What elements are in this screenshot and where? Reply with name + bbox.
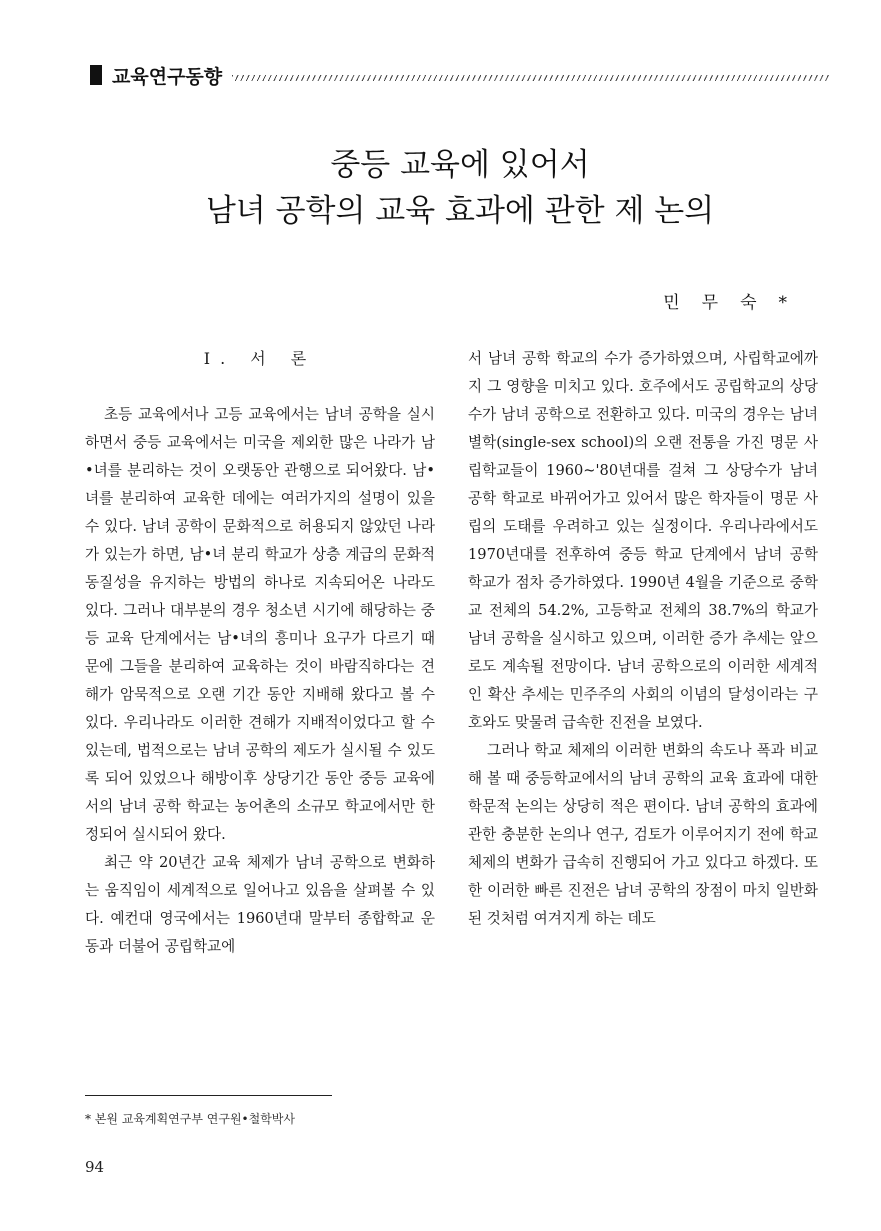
section-heading: I. 서 론	[203, 349, 317, 368]
author-name: 민무숙*	[663, 293, 809, 313]
header-label: 교육연구동향	[112, 65, 223, 88]
paragraph-1: 초등 교육에서나 고등 교육에서는 남녀 공학을 실시하면서 중등 교육에서는 미국을 제외한 많은 나라가 남•녀를 분리하는 것이 오랫동안 관행으로 되어왔다. 남•녀를 분리하여 교육한 데에는 여러가지의 설명이 있을 수 있다. 남녀 공학이 문화적으로 허용되지 않았던 나라가 있는가 하면, 남•녀 분리 학교가 상층 계급의 문화적 동질성을 유지하는 방법의 하나로 지속되어온 나라도 있다. 그러나 대부분의 경우 청소년 시기에 해당하는 중등 교육 단계에서는 남•녀의 흥미나 요구가 다르기 때문에 그들을 분리하여 교육하는 것이 바람직하다는 견해가 암묵적으로 오랜 기간 동안 지배해 왔다고 볼 수 있다. 우리나라도 이러한 견해가 지배적이었다고 할 수 있는데, 법적으로는 남녀 공학의 제도가 실시될 수 있도록 되어 있었으나 해방이후 상당기간 동안 중등 교육에서의 남녀 공학 학교는 농어촌의 소규모 학교에서만 한정되어 실시되어 왔다.	[85, 406, 435, 843]
paragraph-2: 최근 약 20년간 교육 체제가 남녀 공학으로 변화하는 움직임이 세계적으로 일어나고 있음을 살펴볼 수 있다. 예컨대 영국에서는 1960년대 말부터 종합학교 운동과 더불어 공립학교에	[85, 854, 435, 955]
footnote: * 본원 교육계획연구부 연구원•철학박사	[85, 1112, 295, 1126]
paragraph-2-continued: 서 남녀 공학 학교의 수가 증가하였으며, 사립학교에까지 그 영향을 미치고 있다. 호주에서도 공립학교의 상당수가 남녀 공학으로 전환하고 있다. 미국의 경우는 남녀 별학(single-sex school)의 오랜 전통을 가진 명문 사립학교들이 1960~'80년대를 걸쳐 그 상당수가 남녀 공학 학교로 바뀌어가고 있어서 많은 학자들이 명문 사립의 도태를 우려하고 있는 실정이다. 우리나라에서도 1970년대를 전후하여 중등 학교 단계에서 남녀 공학 학교가 점차 증가하였다. 1990년 4월을 기준으로 중학교 전체의 54.2%, 고등학교 전체의 38.7%의 학교가 남녀 공학을 실시하고 있으며, 이러한 증가 추세는 앞으로도 계속될 전망이다. 남녀 공학으로의 이러한 세계적인 확산 추세는 민주주의 사회의 이념의 달성이라는 구호와도 맞물려 급속한 진전을 보였다.	[468, 350, 818, 731]
section-header	[90, 60, 830, 90]
left-column	[85, 345, 435, 961]
title-line-2: 남녀 공학의 교육 효과에 관한 제 논의	[205, 193, 715, 229]
article-title	[90, 142, 830, 234]
title-line-1: 중등 교육에 있어서	[330, 147, 590, 183]
paragraph-3: 그러나 학교 체제의 이러한 변화의 속도나 폭과 비교해 볼 때 중등학교에서의 남녀 공학의 교육 효과에 대한 학문적 논의는 상당히 적은 편이다. 남녀 공학의 효과에 관한 충분한 논의나 연구, 검토가 이루어지기 전에 학교 체제의 변화가 급속히 진행되어 가고 있다고 하겠다. 또한 이러한 빠른 진전은 남녀 공학의 장점이 마치 일반화된 것처럼 여겨지게 하는 데도	[468, 742, 818, 927]
header-rule	[232, 75, 830, 81]
header-block-icon	[90, 65, 102, 85]
page-number: 94	[85, 1158, 105, 1176]
footnote-divider	[85, 1095, 332, 1096]
right-column	[468, 345, 818, 933]
